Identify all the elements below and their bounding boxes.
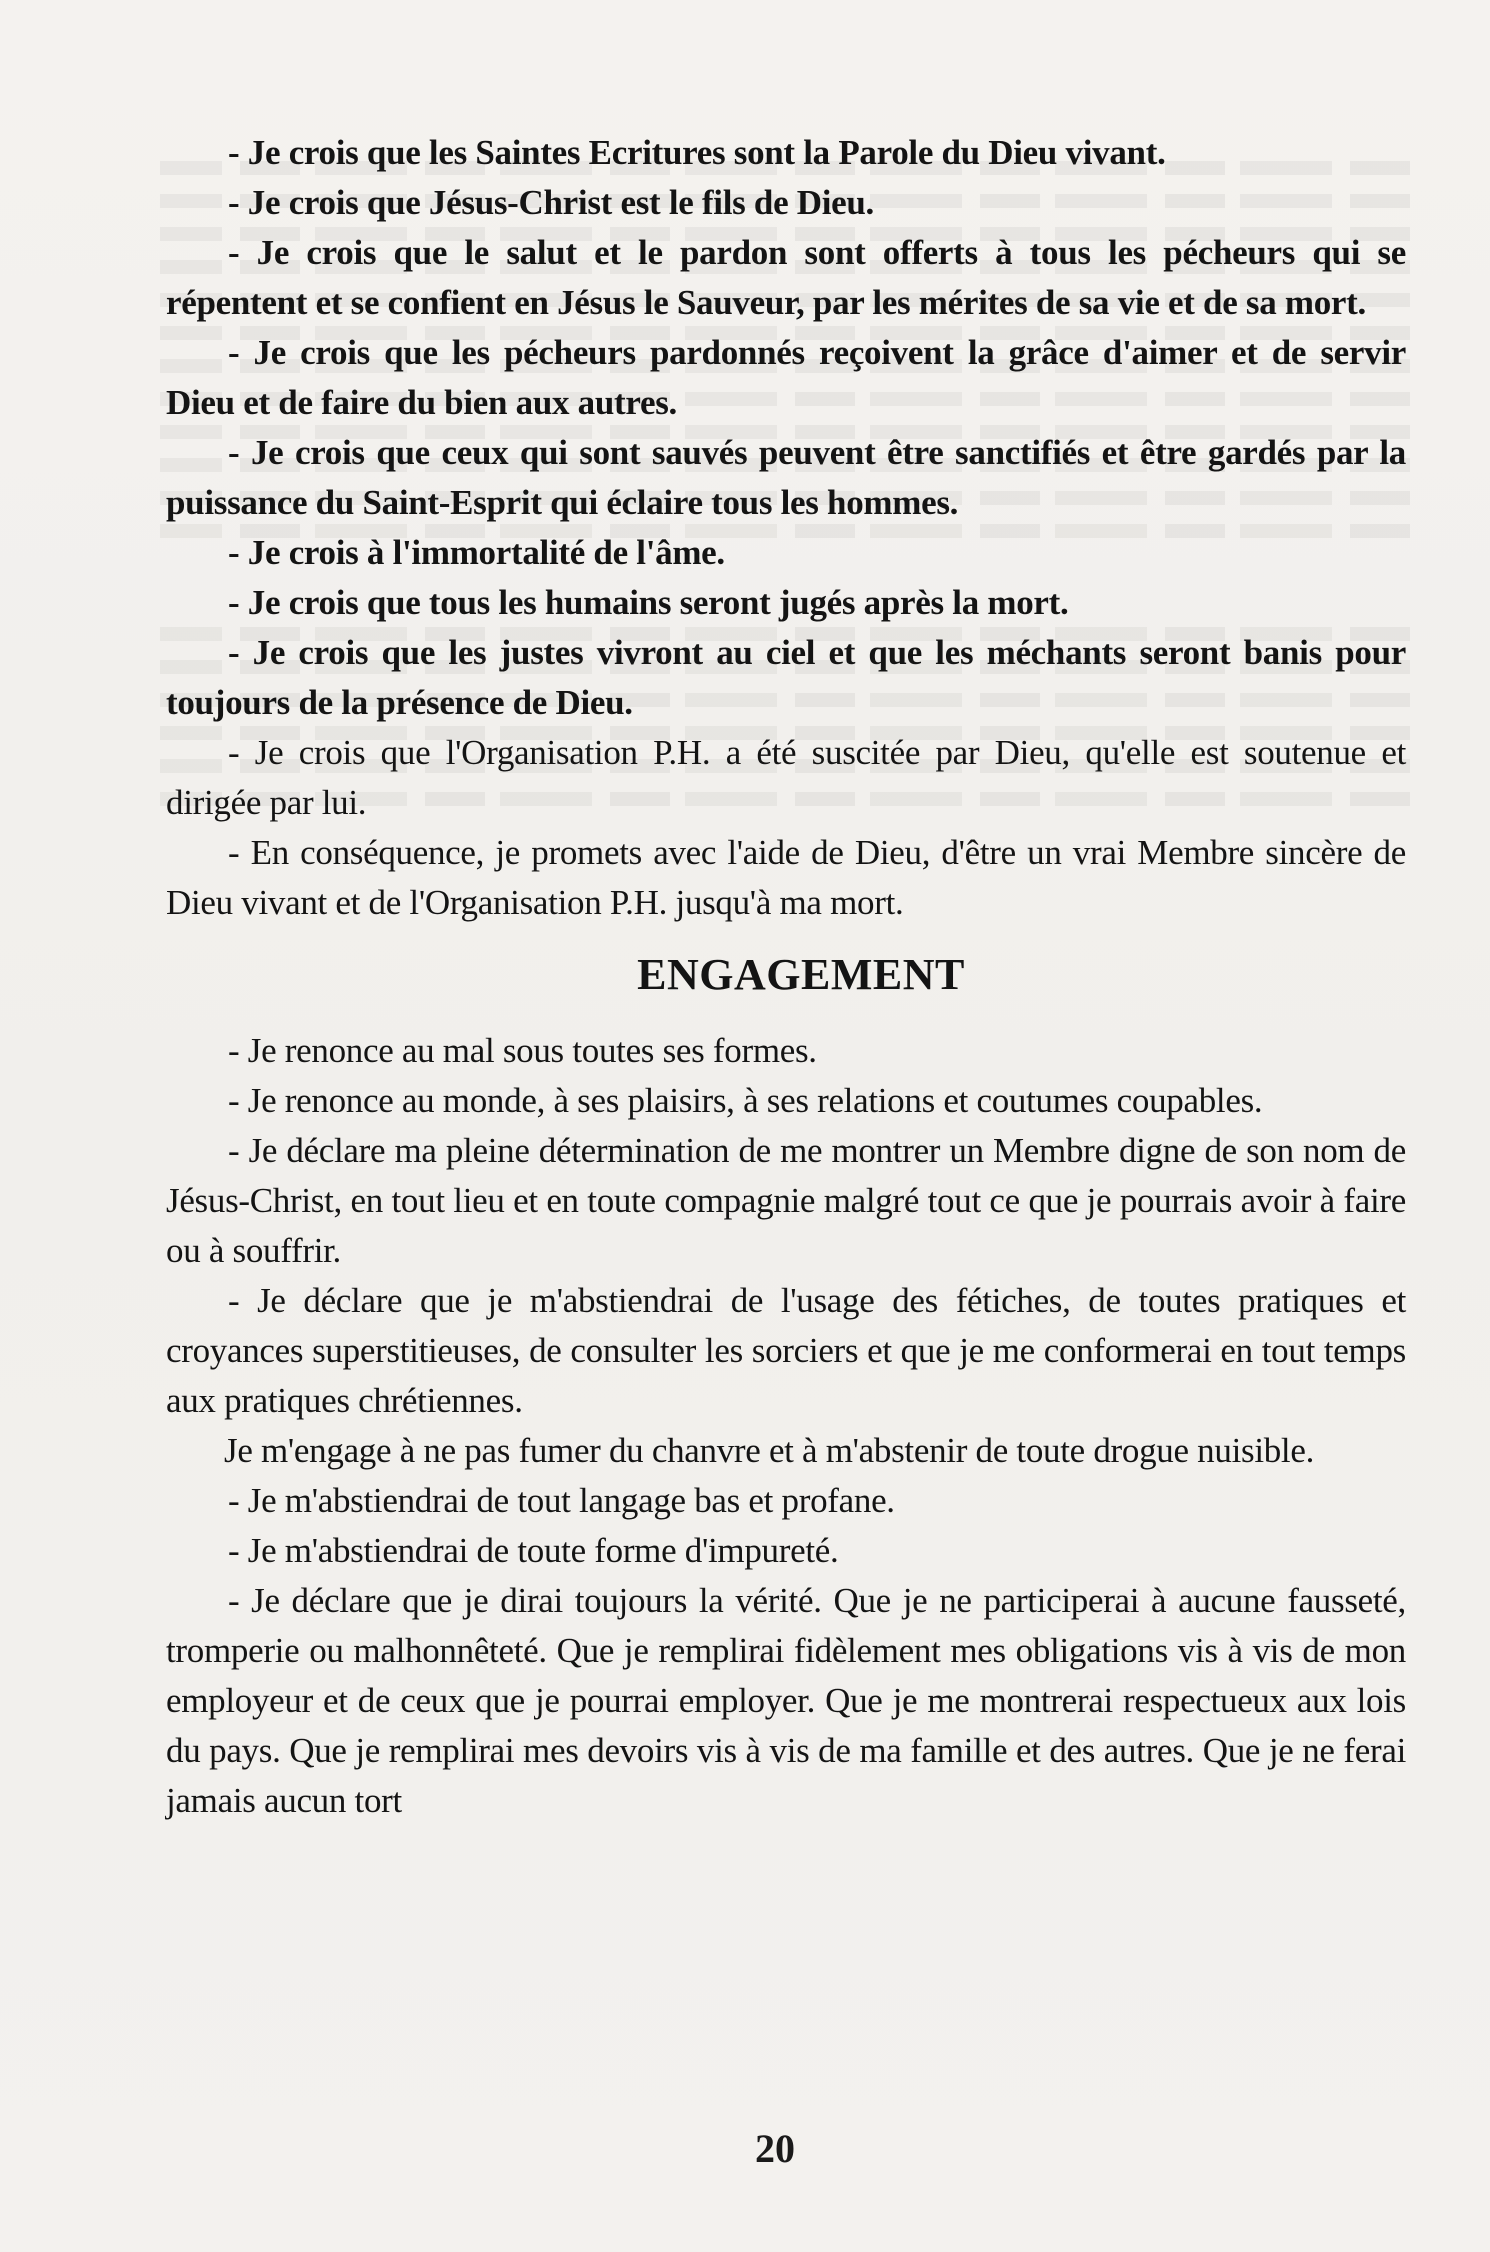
creed-paragraph: - Je crois que les justes vivront au ciel et que les méchants seront banis pour toujours de la présence de Dieu. [166,633,1406,722]
creed-paragraph: - Je crois que les pécheurs pardonnés reçoivent la grâce d'aimer et de servir Dieu et de faire du bien aux autres. [166,333,1406,422]
engagement-paragraph: - Je déclare que je m'abstiendrai de l'usage des fétiches, de toutes pratiques et croyances superstitieuses, de consulter les sorciers et que je me conformerai en tout temps aux pratiques chrétiennes. [166,1281,1406,1420]
engagement-paragraph: - Je m'abstiendrai de toute forme d'impureté. [228,1531,839,1570]
creed-section [166,128,1406,928]
creed-paragraph: - Je crois que le salut et le pardon sont offerts à tous les pécheurs qui se répentent et se confient en Jésus le Sauveur, par les mérites de sa vie et de sa mort. [166,233,1406,322]
page-text [166,128,1406,1826]
engagement-paragraph: - Je déclare que je dirai toujours la vérité. Que je ne participerai à aucune fausseté, tromperie ou malhonnêteté. Que je remplirai fidèlement mes obligations vis à vis de mon employeur et de ceux que je pourrai employer. Que je me montrerai respectueux aux lois du pays. Que je remplirai mes devoirs vis à vis de ma famille et des autres. Que je ne ferai jamais aucun tort [166,1581,1406,1820]
creed-paragraph: - Je crois que les Saintes Ecritures sont la Parole du Dieu vivant. [228,133,1166,172]
engagement-paragraph: - Je m'abstiendrai de tout langage bas et profane. [228,1481,895,1520]
creed-paragraph: - Je crois que tous les humains seront jugés après la mort. [228,583,1069,622]
engagement-paragraph: - Je renonce au mal sous toutes ses formes. [228,1031,817,1070]
engagement-paragraph: Je m'engage à ne pas fumer du chanvre et à m'abstenir de toute drogue nuisible. [224,1431,1315,1470]
creed-paragraph: - En conséquence, je promets avec l'aide de Dieu, d'être un vrai Membre sincère de Dieu vivant et de l'Organisation P.H. jusqu'à ma mort. [166,833,1406,922]
section-heading: ENGAGEMENT [637,950,965,999]
engagement-section [166,1026,1406,1826]
creed-paragraph: - Je crois que ceux qui sont sauvés peuvent être sanctifiés et être gardés par la puissance du Saint-Esprit qui éclaire tous les hommes. [166,433,1406,522]
engagement-paragraph: - Je renonce au monde, à ses plaisirs, à ses relations et coutumes coupables. [228,1081,1263,1120]
page-number: 20 [755,2126,795,2171]
engagement-paragraph: - Je déclare ma pleine détermination de me montrer un Membre digne de son nom de Jésus-Christ, en tout lieu et en toute compagnie malgré tout ce que je pourrais avoir à faire ou à souffrir. [166,1131,1406,1270]
creed-paragraph: - Je crois que l'Organisation P.H. a été suscitée par Dieu, qu'elle est soutenue et dirigée par lui. [166,733,1406,822]
creed-paragraph: - Je crois à l'immortalité de l'âme. [228,533,725,572]
creed-paragraph: - Je crois que Jésus-Christ est le fils de Dieu. [228,183,875,222]
